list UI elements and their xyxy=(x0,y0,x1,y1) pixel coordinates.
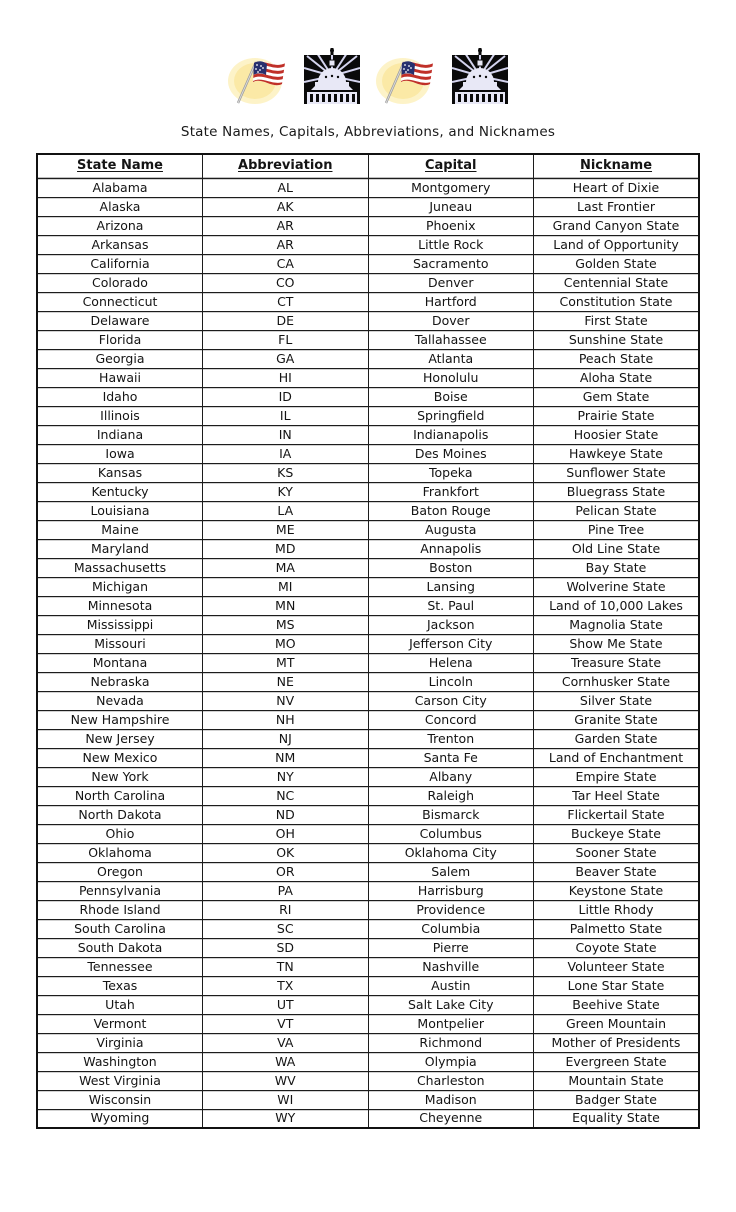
table-row xyxy=(37,824,699,843)
cell-nickname: Sunflower State xyxy=(534,463,700,482)
cell-capital: Augusta xyxy=(368,520,534,539)
cell-abbreviation: PA xyxy=(203,881,369,900)
cell-state-name: Georgia xyxy=(37,349,203,368)
table-row xyxy=(37,273,699,292)
cell-capital: Little Rock xyxy=(368,235,534,254)
table-row xyxy=(37,862,699,881)
cell-nickname: Palmetto State xyxy=(534,919,700,938)
table-row xyxy=(37,634,699,653)
cell-abbreviation: GA xyxy=(203,349,369,368)
table-row xyxy=(37,254,699,273)
table-row xyxy=(37,520,699,539)
cell-abbreviation: NY xyxy=(203,767,369,786)
cell-nickname: Silver State xyxy=(534,691,700,710)
cell-abbreviation: ME xyxy=(203,520,369,539)
column-header-nickname: Nickname xyxy=(534,154,700,178)
cell-state-name: Indiana xyxy=(37,425,203,444)
cell-capital: Lansing xyxy=(368,577,534,596)
table-row xyxy=(37,900,699,919)
table-row xyxy=(37,387,699,406)
cell-abbreviation: KS xyxy=(203,463,369,482)
table-row xyxy=(37,957,699,976)
cell-state-name: Arkansas xyxy=(37,235,203,254)
cell-nickname: Little Rhody xyxy=(534,900,700,919)
cell-nickname: Mountain State xyxy=(534,1071,700,1090)
table-row xyxy=(37,938,699,957)
cell-abbreviation: CT xyxy=(203,292,369,311)
cell-abbreviation: MS xyxy=(203,615,369,634)
cell-state-name: Kentucky xyxy=(37,482,203,501)
cell-nickname: Heart of Dixie xyxy=(534,178,700,197)
cell-nickname: Pelican State xyxy=(534,501,700,520)
table-row xyxy=(37,843,699,862)
cell-nickname: Peach State xyxy=(534,349,700,368)
table-row xyxy=(37,368,699,387)
cell-nickname: Flickertail State xyxy=(534,805,700,824)
cell-state-name: Oregon xyxy=(37,862,203,881)
page-title: State Names, Capitals, Abbreviations, and Nicknames xyxy=(180,124,556,140)
cell-nickname: Sunshine State xyxy=(534,330,700,349)
table-row xyxy=(37,425,699,444)
cell-capital: Columbia xyxy=(368,919,534,938)
cell-nickname: Empire State xyxy=(534,767,700,786)
cell-capital: Annapolis xyxy=(368,539,534,558)
cell-capital: Madison xyxy=(368,1090,534,1109)
cell-capital: Frankfort xyxy=(368,482,534,501)
cell-state-name: Missouri xyxy=(37,634,203,653)
cell-abbreviation: IL xyxy=(203,406,369,425)
cell-nickname: Mother of Presidents xyxy=(534,1033,700,1052)
cell-state-name: Ohio xyxy=(37,824,203,843)
cell-capital: Montgomery xyxy=(368,178,534,197)
cell-state-name: Iowa xyxy=(37,444,203,463)
cell-nickname: Gem State xyxy=(534,387,700,406)
cell-abbreviation: CA xyxy=(203,254,369,273)
cell-abbreviation: WI xyxy=(203,1090,369,1109)
cell-nickname: Land of Enchantment xyxy=(534,748,700,767)
us-flag-icon xyxy=(375,54,437,108)
cell-state-name: New York xyxy=(37,767,203,786)
cell-state-name: Kansas xyxy=(37,463,203,482)
cell-nickname: Cornhusker State xyxy=(534,672,700,691)
cell-nickname: Last Frontier xyxy=(534,197,700,216)
cell-capital: Baton Rouge xyxy=(368,501,534,520)
cell-capital: Charleston xyxy=(368,1071,534,1090)
cell-nickname: Badger State xyxy=(534,1090,700,1109)
cell-state-name: Alaska xyxy=(37,197,203,216)
cell-nickname: Equality State xyxy=(534,1109,700,1128)
table-row xyxy=(37,235,699,254)
cell-state-name: Pennsylvania xyxy=(37,881,203,900)
table-row xyxy=(37,349,699,368)
cell-capital: Topeka xyxy=(368,463,534,482)
cell-capital: Atlanta xyxy=(368,349,534,368)
cell-abbreviation: MT xyxy=(203,653,369,672)
cell-abbreviation: AL xyxy=(203,178,369,197)
cell-nickname: Volunteer State xyxy=(534,957,700,976)
table-row xyxy=(37,729,699,748)
table-row xyxy=(37,406,699,425)
cell-abbreviation: MI xyxy=(203,577,369,596)
cell-abbreviation: LA xyxy=(203,501,369,520)
table-row xyxy=(37,1014,699,1033)
cell-nickname: Garden State xyxy=(534,729,700,748)
cell-state-name: Maryland xyxy=(37,539,203,558)
cell-nickname: Pine Tree xyxy=(534,520,700,539)
table-row xyxy=(37,691,699,710)
cell-abbreviation: MA xyxy=(203,558,369,577)
cell-state-name: Connecticut xyxy=(37,292,203,311)
cell-state-name: Texas xyxy=(37,976,203,995)
table-row xyxy=(37,767,699,786)
cell-capital: Dover xyxy=(368,311,534,330)
cell-capital: Jackson xyxy=(368,615,534,634)
cell-capital: Denver xyxy=(368,273,534,292)
cell-abbreviation: UT xyxy=(203,995,369,1014)
cell-capital: Providence xyxy=(368,900,534,919)
table-row xyxy=(37,1033,699,1052)
cell-nickname: Wolverine State xyxy=(534,577,700,596)
cell-state-name: Utah xyxy=(37,995,203,1014)
cell-state-name: California xyxy=(37,254,203,273)
cell-nickname: Show Me State xyxy=(534,634,700,653)
table-row xyxy=(37,1090,699,1109)
cell-state-name: New Mexico xyxy=(37,748,203,767)
us-flag-icon xyxy=(227,54,289,108)
table-row xyxy=(37,615,699,634)
cell-abbreviation: AR xyxy=(203,216,369,235)
cell-capital: Jefferson City xyxy=(368,634,534,653)
cell-state-name: Nebraska xyxy=(37,672,203,691)
cell-nickname: Sooner State xyxy=(534,843,700,862)
column-header-state-name: State Name xyxy=(37,154,203,178)
cell-abbreviation: SD xyxy=(203,938,369,957)
cell-nickname: Beaver State xyxy=(534,862,700,881)
table-row xyxy=(37,710,699,729)
cell-state-name: Illinois xyxy=(37,406,203,425)
cell-nickname: First State xyxy=(534,311,700,330)
cell-capital: Concord xyxy=(368,710,534,729)
cell-nickname: Bay State xyxy=(534,558,700,577)
states-table-header xyxy=(37,154,699,178)
table-row xyxy=(37,1052,699,1071)
cell-abbreviation: NH xyxy=(203,710,369,729)
cell-abbreviation: MO xyxy=(203,634,369,653)
cell-capital: Tallahassee xyxy=(368,330,534,349)
cell-capital: Bismarck xyxy=(368,805,534,824)
cell-capital: Sacramento xyxy=(368,254,534,273)
cell-nickname: Constitution State xyxy=(534,292,700,311)
cell-capital: Lincoln xyxy=(368,672,534,691)
table-row xyxy=(37,311,699,330)
cell-state-name: Virginia xyxy=(37,1033,203,1052)
cell-capital: Trenton xyxy=(368,729,534,748)
cell-abbreviation: DE xyxy=(203,311,369,330)
table-row xyxy=(37,216,699,235)
cell-capital: Oklahoma City xyxy=(368,843,534,862)
cell-state-name: Vermont xyxy=(37,1014,203,1033)
table-row xyxy=(37,501,699,520)
cell-abbreviation: NV xyxy=(203,691,369,710)
cell-nickname: Golden State xyxy=(534,254,700,273)
cell-abbreviation: KY xyxy=(203,482,369,501)
cell-abbreviation: NJ xyxy=(203,729,369,748)
cell-capital: Santa Fe xyxy=(368,748,534,767)
cell-capital: Carson City xyxy=(368,691,534,710)
cell-nickname: Land of 10,000 Lakes xyxy=(534,596,700,615)
cell-capital: St. Paul xyxy=(368,596,534,615)
states-table-body xyxy=(37,178,699,1128)
cell-capital: Honolulu xyxy=(368,368,534,387)
table-row xyxy=(37,919,699,938)
cell-nickname: Old Line State xyxy=(534,539,700,558)
capitol-icon xyxy=(303,48,361,108)
cell-capital: Salem xyxy=(368,862,534,881)
cell-nickname: Coyote State xyxy=(534,938,700,957)
table-row xyxy=(37,577,699,596)
cell-nickname: Prairie State xyxy=(534,406,700,425)
cell-abbreviation: OK xyxy=(203,843,369,862)
column-header-abbreviation: Abbreviation xyxy=(203,154,369,178)
cell-capital: Springfield xyxy=(368,406,534,425)
cell-capital: Albany xyxy=(368,767,534,786)
cell-capital: Richmond xyxy=(368,1033,534,1052)
cell-nickname: Magnolia State xyxy=(534,615,700,634)
cell-abbreviation: OR xyxy=(203,862,369,881)
cell-nickname: Centennial State xyxy=(534,273,700,292)
cell-abbreviation: RI xyxy=(203,900,369,919)
cell-state-name: West Virginia xyxy=(37,1071,203,1090)
cell-state-name: Mississippi xyxy=(37,615,203,634)
table-row xyxy=(37,805,699,824)
cell-abbreviation: ID xyxy=(203,387,369,406)
cell-nickname: Treasure State xyxy=(534,653,700,672)
table-row xyxy=(37,976,699,995)
table-row xyxy=(37,178,699,197)
cell-state-name: Hawaii xyxy=(37,368,203,387)
cell-state-name: Tennessee xyxy=(37,957,203,976)
cell-abbreviation: AR xyxy=(203,235,369,254)
cell-nickname: Evergreen State xyxy=(534,1052,700,1071)
cell-nickname: Land of Opportunity xyxy=(534,235,700,254)
cell-nickname: Green Mountain xyxy=(534,1014,700,1033)
cell-abbreviation: CO xyxy=(203,273,369,292)
cell-capital: Pierre xyxy=(368,938,534,957)
table-row xyxy=(37,786,699,805)
cell-capital: Raleigh xyxy=(368,786,534,805)
cell-state-name: Delaware xyxy=(37,311,203,330)
cell-nickname: Hoosier State xyxy=(534,425,700,444)
cell-capital: Phoenix xyxy=(368,216,534,235)
cell-abbreviation: NC xyxy=(203,786,369,805)
cell-abbreviation: HI xyxy=(203,368,369,387)
cell-state-name: Wyoming xyxy=(37,1109,203,1128)
cell-nickname: Keystone State xyxy=(534,881,700,900)
cell-capital: Harrisburg xyxy=(368,881,534,900)
cell-abbreviation: VT xyxy=(203,1014,369,1033)
cell-abbreviation: MD xyxy=(203,539,369,558)
cell-state-name: Louisiana xyxy=(37,501,203,520)
cell-state-name: Wisconsin xyxy=(37,1090,203,1109)
cell-capital: Des Moines xyxy=(368,444,534,463)
table-row xyxy=(37,881,699,900)
column-header-capital: Capital xyxy=(368,154,534,178)
cell-state-name: Montana xyxy=(37,653,203,672)
cell-state-name: Nevada xyxy=(37,691,203,710)
cell-state-name: South Dakota xyxy=(37,938,203,957)
header-clipart-row xyxy=(0,0,736,108)
capitol-icon xyxy=(451,48,509,108)
cell-state-name: Minnesota xyxy=(37,596,203,615)
cell-abbreviation: VA xyxy=(203,1033,369,1052)
table-row xyxy=(37,482,699,501)
cell-abbreviation: IN xyxy=(203,425,369,444)
cell-abbreviation: NM xyxy=(203,748,369,767)
table-row xyxy=(37,463,699,482)
cell-capital: Columbus xyxy=(368,824,534,843)
table-row xyxy=(37,558,699,577)
cell-capital: Hartford xyxy=(368,292,534,311)
table-row xyxy=(37,539,699,558)
cell-abbreviation: TN xyxy=(203,957,369,976)
cell-state-name: Alabama xyxy=(37,178,203,197)
cell-nickname: Tar Heel State xyxy=(534,786,700,805)
table-row xyxy=(37,653,699,672)
cell-nickname: Grand Canyon State xyxy=(534,216,700,235)
cell-capital: Montpelier xyxy=(368,1014,534,1033)
cell-capital: Salt Lake City xyxy=(368,995,534,1014)
cell-state-name: North Carolina xyxy=(37,786,203,805)
cell-abbreviation: WY xyxy=(203,1109,369,1128)
table-row xyxy=(37,330,699,349)
cell-nickname: Beehive State xyxy=(534,995,700,1014)
states-table xyxy=(36,153,700,1129)
table-row xyxy=(37,596,699,615)
cell-abbreviation: AK xyxy=(203,197,369,216)
cell-state-name: New Jersey xyxy=(37,729,203,748)
cell-state-name: North Dakota xyxy=(37,805,203,824)
cell-capital: Juneau xyxy=(368,197,534,216)
table-row xyxy=(37,672,699,691)
cell-abbreviation: IA xyxy=(203,444,369,463)
table-row xyxy=(37,1109,699,1128)
table-row xyxy=(37,995,699,1014)
table-row xyxy=(37,748,699,767)
cell-state-name: Colorado xyxy=(37,273,203,292)
cell-nickname: Bluegrass State xyxy=(534,482,700,501)
cell-state-name: Michigan xyxy=(37,577,203,596)
cell-abbreviation: ND xyxy=(203,805,369,824)
cell-capital: Nashville xyxy=(368,957,534,976)
cell-state-name: South Carolina xyxy=(37,919,203,938)
table-row xyxy=(37,1071,699,1090)
cell-abbreviation: OH xyxy=(203,824,369,843)
cell-abbreviation: SC xyxy=(203,919,369,938)
cell-state-name: Washington xyxy=(37,1052,203,1071)
cell-nickname: Lone Star State xyxy=(534,976,700,995)
cell-capital: Olympia xyxy=(368,1052,534,1071)
table-row xyxy=(37,292,699,311)
cell-abbreviation: WV xyxy=(203,1071,369,1090)
cell-nickname: Hawkeye State xyxy=(534,444,700,463)
cell-capital: Boise xyxy=(368,387,534,406)
table-row xyxy=(37,197,699,216)
cell-capital: Helena xyxy=(368,653,534,672)
cell-state-name: Florida xyxy=(37,330,203,349)
cell-abbreviation: MN xyxy=(203,596,369,615)
cell-capital: Indianapolis xyxy=(368,425,534,444)
cell-state-name: Oklahoma xyxy=(37,843,203,862)
cell-capital: Cheyenne xyxy=(368,1109,534,1128)
cell-abbreviation: NE xyxy=(203,672,369,691)
cell-capital: Austin xyxy=(368,976,534,995)
cell-nickname: Buckeye State xyxy=(534,824,700,843)
cell-nickname: Aloha State xyxy=(534,368,700,387)
cell-state-name: Massachusetts xyxy=(37,558,203,577)
cell-capital: Boston xyxy=(368,558,534,577)
cell-state-name: Maine xyxy=(37,520,203,539)
cell-abbreviation: FL xyxy=(203,330,369,349)
cell-state-name: New Hampshire xyxy=(37,710,203,729)
table-row xyxy=(37,444,699,463)
cell-abbreviation: WA xyxy=(203,1052,369,1071)
cell-state-name: Arizona xyxy=(37,216,203,235)
cell-nickname: Granite State xyxy=(534,710,700,729)
cell-state-name: Idaho xyxy=(37,387,203,406)
cell-state-name: Rhode Island xyxy=(37,900,203,919)
header-row xyxy=(37,154,699,178)
cell-abbreviation: TX xyxy=(203,976,369,995)
